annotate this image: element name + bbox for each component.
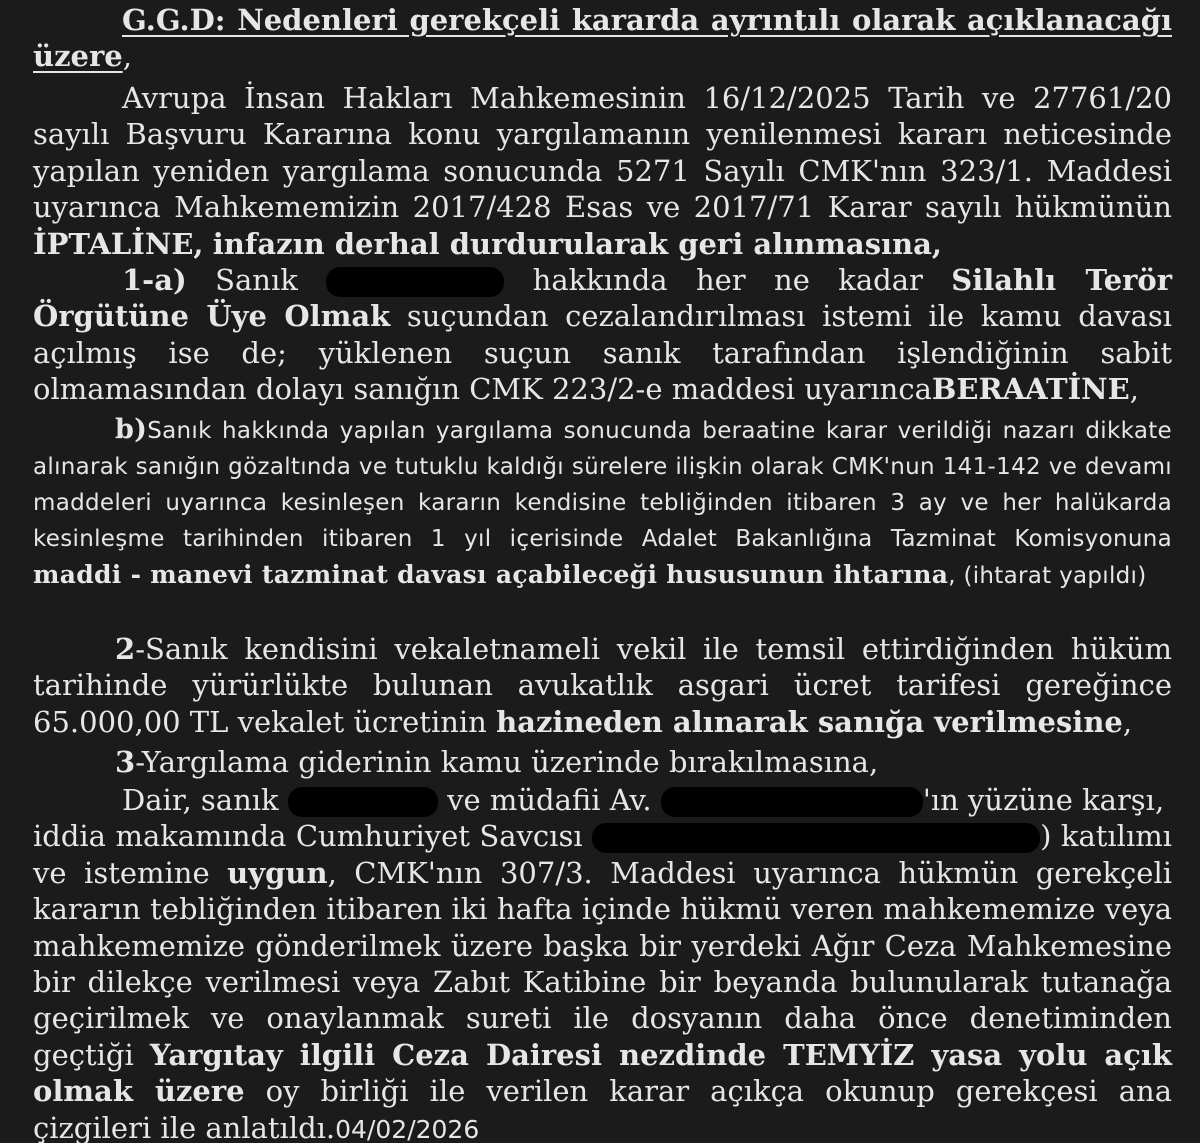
item-3-label: 3 (115, 745, 136, 779)
redaction-lawyer-name (661, 787, 923, 817)
item-1b-label: b) (115, 414, 148, 445)
heading-tail: , (122, 39, 132, 74)
closing-paragraph (33, 782, 1172, 1143)
item-1a-label: 1-a) (122, 263, 187, 297)
closing-l2-pre: iddia makamında Cumhuriyet Savcısı (33, 819, 583, 854)
closing-pre: Dair, sanık (122, 783, 279, 817)
item-2-text: -Sanık kendisini vekaletnameli vekil ile temsil ettirdiğinden hüküm tarihinde yürürlükte bulunan avukatlık asgari ücret tarifesi gereğince 65.000,00 TL vekalet ücretinin (33, 632, 1172, 739)
item-2-label: 2 (115, 632, 136, 666)
p1-text: Avrupa İnsan Hakları Mahkemesinin 16/12/2025 Tarih ve 27761/20 sayılı Başvuru Kararına konu yargılamanın yenilenmesi kararı neticesinde yapılan yeniden yargılama sonucunda 5271 Sayılı CMK'nın 323/1. Maddesi uyarınca Mahkememizin 2017/428 Esas ve 2017/71 Karar sayılı hükmünün (33, 81, 1172, 225)
heading-paragraph (33, 2, 1172, 75)
closing-l3-bold: uygun (227, 855, 328, 890)
p1-bold-iptal: İPTALİNE, (33, 226, 204, 261)
item-1a-crime: Silahlı Terör Örgütüne Üye Olmak (33, 263, 1173, 334)
item-1a-mid: hakkında her ne kadar (532, 263, 923, 297)
item-1b-tail: , (ihtarat yapıldı) (948, 563, 1147, 589)
item-1b-bold: maddi - manevi tazminat davası açabileceği hususunun ihtarına (33, 560, 949, 589)
item-2-tail: , (1122, 704, 1133, 739)
closing-line-2 (33, 818, 1172, 854)
closing-bold: Yargıtay ilgili Ceza Dairesi nezdinde TEMYİZ yasa yolu açık olmak üzere (33, 1037, 1172, 1109)
paragraph-iptal (33, 80, 1172, 262)
item-1a-tail: , (1129, 372, 1139, 407)
item-1b-paragraph (33, 412, 1172, 594)
closing-mid2: 'ın yüzüne karşı, (922, 783, 1165, 817)
redaction-prosecutor-name (592, 823, 1040, 853)
heading-underlined: G.G.D: Nedenleri gerekçeli kararda ayrıntılı olarak açıklanacağı üzere (33, 3, 1172, 74)
closing-l2-post: ) katılımı (1040, 819, 1172, 854)
closing-body (33, 855, 1172, 1143)
item-1a-pre: Sanık (215, 263, 298, 297)
item-1a-verdict: BERAATİNE (931, 372, 1130, 407)
closing-rest: , CMK'nın 307/3. Maddesi uyarınca hükmün gerekçeli kararın tebliğinden itibaren iki hafta içinde hükmü veren mahkememize veya mahkememize gönderilmek üzere başka bir yerdeki Ağır Ceza Mahkemesine bir dilekçe verilmesi veya Zabıt Katibine bir beyanda bulunularak tutanağa geçirilmek ve onaylanmak sureti ile dosyanın daha önce denetiminden geçtiği (33, 855, 1172, 1072)
item-1a-paragraph (33, 262, 1172, 408)
closing-mid1: ve müdafii Av. (447, 783, 652, 817)
closing-line-1 (33, 782, 1172, 818)
item-1a-rest: suçundan cezalandırılması istemi ile kamu davası açılmış ise de; yüklenen suçun sanık tarafından işlendiğinin sabit olmamasından dolayı sanığın CMK 223/2-e maddesi uyarınca (33, 299, 1172, 407)
item-3-paragraph (33, 744, 1172, 780)
item-3-text: -Yargılama giderinin kamu üzerinde bırakılmasına, (135, 745, 879, 779)
p1-bold-infaz: infazın derhal durdurularak geri alınmasına, (212, 226, 943, 261)
closing-final: oy birliği ile verilen karar açıkça okunup gerekçesi ana çizgileri ile anlatıldı. (33, 1074, 1172, 1143)
redaction-defendant-name-1 (326, 267, 504, 297)
item-2-paragraph (33, 631, 1172, 740)
closing-l3-pre: ve istemine (33, 855, 210, 890)
item-1b-text: Sanık hakkında yapılan yargılama sonucunda beraatine karar verildiği nazarı dikkate alınarak sanığın gözaltında ve tutuklu kaldığı sürelere ilişkin olarak CMK'nun 141-142 ve devamı maddeleri uyarınca kesinleşen kararın kendisine tebliğinden itibaren 3 ay ve her halükarda kesinleşme tarihinden itibaren 1 yıl içerisinde Adalet Bakanlığına Tazminat Komisyonuna (33, 418, 1172, 552)
redaction-defendant-name-2 (288, 787, 438, 817)
item-2-bold: hazineden alınarak sanığa verilmesine (496, 704, 1123, 739)
closing-date: 04/02/2026 (335, 1114, 480, 1143)
